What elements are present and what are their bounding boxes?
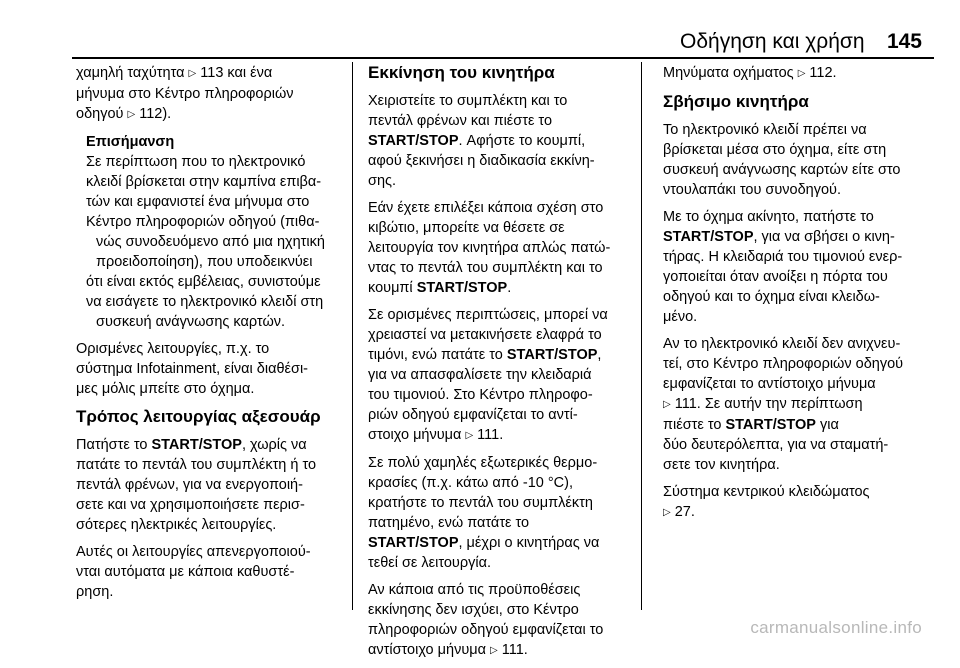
text: γοποιείται όταν ανοίξει η πόρτα του: [663, 269, 888, 285]
text: πεντάλ φρένων και πιέστε το: [368, 113, 553, 129]
text: προειδοποίηση), που υποδεικνύει: [96, 254, 313, 270]
text: 111.: [473, 427, 504, 443]
text: Σύστημα κεντρικού κλειδώματος: [663, 484, 870, 500]
text: πληροφοριών οδηγού εμφανίζεται το: [368, 622, 604, 638]
note-body: [86, 152, 348, 332]
page-ref-arrow-icon: ▷: [127, 109, 136, 120]
text: συσκευή ανάγνωσης καρτών.: [96, 314, 286, 330]
column-2: [368, 63, 640, 668]
text: ντουλαπάκι του συνοδηγού.: [663, 182, 842, 198]
text: Αν κάποια από τις προϋποθέσεις: [368, 582, 581, 598]
text: ντας το πεντάλ του συμπλέκτη και το: [368, 260, 603, 276]
text: οδηγού: [76, 106, 128, 122]
text: ρηση.: [76, 584, 114, 600]
text: .: [507, 280, 512, 296]
button-label-start-stop: START/STOP: [368, 535, 459, 551]
paragraph-steering-lock: [368, 305, 640, 446]
text: 111.: [497, 642, 528, 658]
text: σύστημα Infotainment, είναι διαθέσι-: [76, 361, 309, 377]
text: λειτουργία τον κινητήρα απλώς πατώ-: [368, 240, 611, 256]
text: 113 και ένα: [196, 65, 273, 81]
paragraph-speed-message: [76, 63, 348, 125]
note-box: [86, 132, 348, 332]
text: δύο δευτερόλεπτα, για να σταματή-: [663, 437, 889, 453]
button-label-start-stop: START/STOP: [416, 280, 508, 296]
button-label-start-stop: START/STOP: [725, 417, 816, 433]
watermark-text: carmanualsonline.info: [750, 618, 922, 637]
text: , χωρίς να: [241, 437, 307, 453]
page-number: 145: [886, 30, 922, 53]
text: 27.: [670, 504, 695, 520]
text: Εάν έχετε επιλέξει κάποια σχέση στο: [368, 200, 604, 216]
text: ,: [597, 347, 602, 363]
paragraph-central-locking-ref: [663, 482, 935, 523]
text: σης.: [368, 173, 397, 189]
paragraph-auto-off: [76, 542, 348, 602]
section-heading-accessory-mode: Τρόπος λειτουργίας αξεσουάρ: [76, 407, 321, 426]
page-header-title: Οδήγηση και χρήση: [680, 30, 865, 53]
paragraph-key-location: [663, 120, 935, 200]
text: πατημένο, ενώ πατάτε το: [368, 515, 530, 531]
text: συσκευή ανάγνωσης καρτών είτε στο: [663, 162, 901, 178]
text: αφού ξεκινήσει η διαδικασία εκκίνη-: [368, 153, 595, 169]
text: σετε τον κινητήρα.: [663, 457, 780, 473]
text: χρειαστεί να μετακινήσετε ελαφρά το: [368, 327, 602, 343]
button-label-start-stop: START/STOP: [368, 133, 459, 149]
text: , μέχρι ο κινητήρας να: [458, 535, 600, 551]
text: ριών οδηγού εμφανίζεται το αντί-: [368, 407, 578, 423]
text: 112.: [805, 65, 837, 81]
text: εμφανίζεται το αντίστοιχο μήνυμα: [663, 376, 876, 392]
header-divider: [72, 57, 934, 59]
column-divider-2: [641, 62, 642, 610]
text: οδηγού και το όχημα είναι κλειδω-: [663, 289, 880, 305]
paragraph-start-procedure: [368, 91, 640, 191]
text: κρασίες (π.χ. κάτω από -10 °C),: [368, 475, 573, 491]
text: βρίσκεται μέσα στο όχημα, είτε στη: [663, 142, 887, 158]
text: τιμόνι, ενώ πατάτε το: [368, 347, 507, 363]
section-heading-engine-start: Εκκίνηση του κινητήρα: [368, 63, 555, 82]
text: τών και εμφανιστεί ένα μήνυμα στο: [86, 194, 310, 210]
text: νώς συνοδευόμενο από μια ηχητική: [96, 234, 325, 250]
paragraph-gear-selected: [368, 198, 640, 298]
text: κρατήστε το πεντάλ του συμπλέκτη: [368, 495, 593, 511]
paragraph-infotainment: [76, 339, 348, 399]
text: Ορισμένες λειτουργίες, π.χ. το: [76, 341, 270, 357]
text: πεντάλ φρένων, για να ενεργοποιή-: [76, 477, 303, 493]
text: 112).: [135, 106, 172, 122]
text: Σε ορισμένες περιπτώσεις, μπορεί να: [368, 307, 608, 323]
column-1: [76, 63, 348, 609]
text: μήνυμα στο Κέντρο πληροφοριών: [76, 86, 294, 102]
text: κιβώτιο, μπορείτε να θέσετε σε: [368, 220, 565, 236]
text: για: [815, 417, 839, 433]
text: Χειριστείτε το συμπλέκτη και το: [368, 93, 568, 109]
button-label-start-stop: START/STOP: [151, 437, 242, 453]
text: μένο.: [663, 309, 698, 325]
text: νται αυτόματα με κάποια καθυστέ-: [76, 564, 295, 580]
text: σότερες ηλεκτρικές λειτουργίες.: [76, 517, 277, 533]
text: ότι είναι εκτός εμβέλειας, συνιστούμε: [86, 274, 321, 290]
column-3: [663, 63, 935, 530]
page-ref-arrow-icon: ▷: [490, 645, 498, 656]
text: τεί, στο Κέντρο πληροφοριών οδηγού: [663, 356, 904, 372]
text: Κέντρο πληροφοριών οδηγού (πιθα-: [86, 214, 320, 230]
text: , για να σβήσει ο κινη-: [753, 229, 895, 245]
text: μες μόλις μπείτε στο όχημα.: [76, 381, 255, 397]
text: στοιχο μήνυμα: [368, 427, 466, 443]
text: για να απασφαλίσετε την κλειδαριά: [368, 367, 592, 383]
page-ref-arrow-icon: ▷: [188, 68, 197, 79]
text: Σε πολύ χαμηλές εξωτερικές θερμο-: [368, 455, 598, 471]
text: πατάτε το πεντάλ του συμπλέκτη ή το: [76, 457, 317, 473]
text: Αν το ηλεκτρονικό κλειδί δεν ανιχνευ-: [663, 336, 901, 352]
text: εκκίνησης δεν ισχύει, στο Κέντρο: [368, 602, 579, 618]
text: τεθεί σε λειτουργία.: [368, 555, 491, 571]
text: Το ηλεκτρονικό κλειδί πρέπει να: [663, 122, 867, 138]
text: Σε περίπτωση που το ηλεκτρονικό: [86, 154, 306, 170]
text: Πατήστε το: [76, 437, 152, 453]
paragraph-stop-procedure: [663, 207, 935, 327]
text: χαμηλή ταχύτητα: [76, 65, 189, 81]
text: κλειδί βρίσκεται στην καμπίνα επιβα-: [86, 174, 322, 190]
paragraph-accessory-mode: [76, 435, 348, 535]
text: . Αφήστε το κουμπί,: [458, 133, 586, 149]
paragraph-vehicle-messages-ref: [663, 63, 935, 84]
section-heading-engine-off: Σβήσιμο κινητήρα: [663, 92, 809, 111]
button-label-start-stop: START/STOP: [506, 347, 598, 363]
page-ref-arrow-icon: ▷: [465, 430, 474, 441]
page-ref-arrow-icon: ▷: [663, 399, 671, 410]
text: Αυτές οι λειτουργίες απενεργοποιού-: [76, 544, 311, 560]
text: Μηνύματα οχήματος: [663, 65, 798, 81]
paragraph-start-conditions: [368, 580, 640, 661]
text: σετε και να χρησιμοποιήσετε περισ-: [76, 497, 305, 513]
page-ref-arrow-icon: ▷: [663, 507, 671, 518]
text: κουμπί: [368, 280, 417, 296]
paragraph-low-temperature: [368, 453, 640, 573]
text: να εισάγετε το ηλεκτρονικό κλειδί στη: [86, 294, 324, 310]
text: του τιμονιού. Στο Κέντρο πληροφο-: [368, 387, 593, 403]
page-ref-arrow-icon: ▷: [797, 68, 806, 79]
text: τήρας. Η κλειδαριά του τιμονιού ενερ-: [663, 249, 903, 265]
button-label-start-stop: START/STOP: [663, 229, 754, 245]
text: 111. Σε αυτήν την περίπτωση: [670, 396, 863, 412]
text: αντίστοιχο μήνυμα: [368, 642, 491, 658]
paragraph-key-not-detected: [663, 334, 935, 475]
text: πιέστε το: [663, 417, 726, 433]
text: Με το όχημα ακίνητο, πατήστε το: [663, 209, 874, 225]
column-divider-1: [352, 62, 353, 610]
note-title: Επισήμανση: [86, 134, 175, 150]
